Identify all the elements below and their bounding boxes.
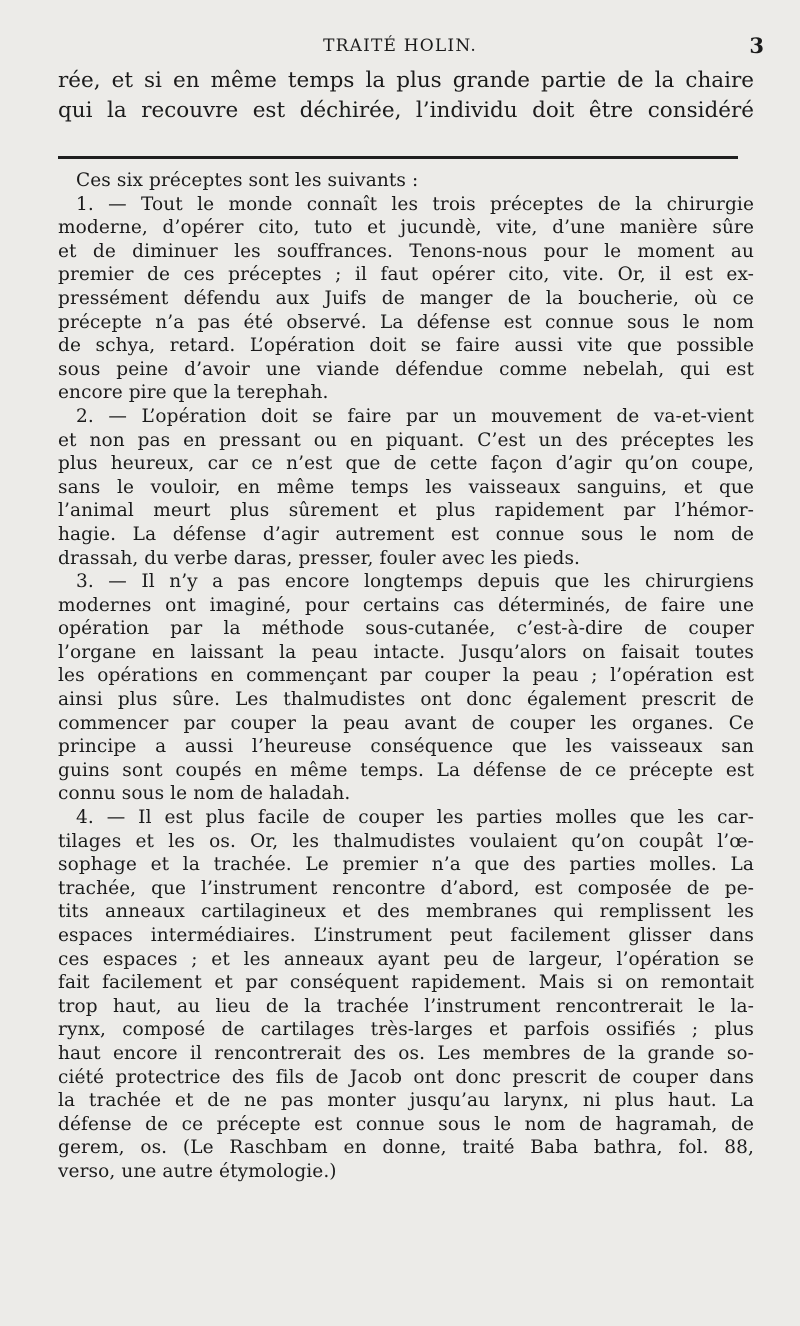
text-line: gerem, os. (Le Raschbam en donne, traité Baba bathra, fol. 88, [58,1137,754,1159]
text-line: sans le vouloir, en même temps les vaisseaux sanguins, et que [58,476,754,498]
text-line: 3. — Il n’y a pas encore longtemps depuis que les chirurgiens [76,571,754,593]
text-line: pressément défendu aux Juifs de manger de la boucherie, où ce [58,287,754,309]
text-line: défense de ce précepte est connue sous le nom de hagramah, de [58,1113,754,1135]
text-line: tilages et les os. Or, les thalmudistes voulaient qu’on coupât l’œ- [58,830,754,852]
text-line: opération par la méthode sous-cutanée, c’est-à-dire de couper [58,618,754,640]
text-line: de schya, retard. L’opération doit se faire aussi vite que possible [58,335,754,357]
text-line: 2. — L’opération doit se faire par un mouvement de va-et-vient [76,405,754,427]
text-line: encore pire que la terephah. [58,382,329,404]
text-line: 4. — Il est plus facile de couper les parties molles que les car- [76,807,754,829]
section-rule [58,156,738,159]
lead-line: rée, et si en même temps la plus grande partie de la chaire [58,68,754,93]
section-intro: Ces six préceptes sont les suivants : [76,170,419,191]
text-line: sophage et la trachée. Le premier n’a que des parties molles. La [58,854,754,876]
text-line: guins sont coupés en même temps. La défense de ce précepte est [58,759,754,781]
text-line: les opérations en commençant par couper la peau ; l’opération est [58,665,754,687]
text-line: et non pas en pressant ou en piquant. C’est un des préceptes les [58,429,754,451]
text-line: principe a aussi l’heureuse conséquence que les vaisseaux san [58,736,754,758]
text-line: sous peine d’avoir une viande défendue comme nebelah, qui est [58,358,754,380]
running-title: TRAITÉ HOLIN. [323,36,477,56]
text-line: commencer par couper la peau avant de couper les organes. Ce [58,712,754,734]
text-line: tits anneaux cartilagineux et des membranes qui remplissent les [58,901,754,923]
text-line: connu sous le nom de haladah. [58,783,351,805]
text-line: l’organe en laissant la peau intacte. Jusqu’alors on faisait toutes [58,641,754,663]
text-line: ces espaces ; et les anneaux ayant peu de largeur, l’opération se [58,948,754,970]
text-line: haut encore il rencontrerait des os. Les membres de la grande so- [58,1042,754,1064]
text-line: drassah, du verbe daras, presser, fouler avec les pieds. [58,547,581,569]
text-line: moderne, d’opérer cito, tuto et jucundè, vite, d’une manière sûre [58,217,754,239]
text-line: précepte n’a pas été observé. La défense est connue sous le nom [58,311,754,333]
text-line: rynx, composé de cartilages très-larges et parfois ossifiés ; plus [58,1019,754,1041]
text-line: espaces intermédiaires. L’instrument peut facilement glisser dans [58,925,754,946]
page-number: 3 [749,33,764,58]
text-line: l’animal meurt plus sûrement et plus rapidement par l’hémor- [58,500,754,522]
text-line: 1. — Tout le monde connaît les trois préceptes de la chirurgie [76,193,754,215]
text-line: la trachée et de ne pas monter jusqu’au larynx, ni plus haut. La [58,1090,754,1112]
text-line: fait facilement et par conséquent rapidement. Mais si on remontait [58,972,754,994]
text-line: verso, une autre étymologie.) [58,1160,337,1182]
text-line: hagie. La défense d’agir autrement est connue sous le nom de [58,523,754,545]
text-line: et de diminuer les souffrances. Tenons-nous pour le moment au [58,240,754,262]
page-header [0,33,800,60]
text-line: plus heureux, car ce n’est que de cette façon d’agir qu’on coupe, [58,453,754,475]
text-line: ainsi plus sûre. Les thalmudistes ont donc également prescrit de [58,689,754,711]
lead-line: qui la recouvre est déchirée, l’individu doit être considéré [58,98,754,123]
text-line: trop haut, au lieu de la trachée l’instrument rencontrerait le la- [58,995,754,1017]
text-line: premier de ces préceptes ; il faut opérer cito, vite. Or, il est ex- [58,264,754,286]
text-line: ciété protectrice des fils de Jacob ont donc prescrit de couper dans [58,1066,754,1088]
text-line: trachée, que l’instrument rencontre d’abord, est composée de pe- [58,877,754,899]
body-text [58,66,754,1184]
text-line: modernes ont imaginé, pour certains cas déterminés, de faire une [58,594,754,616]
